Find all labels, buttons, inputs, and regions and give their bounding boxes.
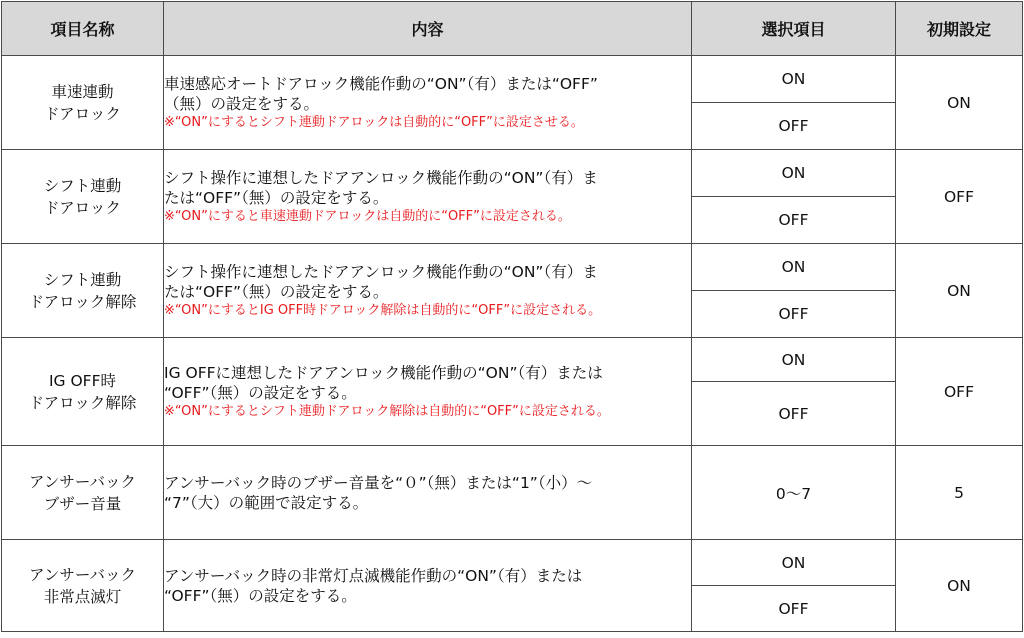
description-cell <box>164 338 692 446</box>
header-item-name: 項目名称 <box>2 2 164 56</box>
item-name-line: 車速連動 <box>51 82 114 101</box>
header-row <box>2 2 1023 56</box>
warning-note: ※“ON”にするとIG OFF時ドアロック解除は自動的に“OFF”に設定される。 <box>164 303 602 318</box>
item-name-line: シフト連動 <box>43 270 122 289</box>
option-cell: OFF <box>692 103 896 150</box>
description-line: IG OFFに連想したドアアンロック機能作動の“ON”（有）または <box>164 364 603 382</box>
description-line: アンサーバック時の非常灯点滅機能作動の“ON”（有）または <box>164 566 583 585</box>
item-name-line: IG OFF時 <box>48 371 117 390</box>
header-content: 内容 <box>164 2 692 56</box>
option-cell: ON <box>692 150 896 197</box>
option-cell: 0～7 <box>692 446 896 540</box>
description-line: （無）の設定をする。 <box>164 95 320 113</box>
item-name-line: 非常点滅灯 <box>43 587 122 606</box>
option-cell: ON <box>692 56 896 103</box>
table-row <box>2 150 1023 197</box>
description-cell <box>164 540 692 632</box>
description-line: たは“OFF”（無）の設定をする。 <box>164 283 389 301</box>
table-row <box>2 56 1023 103</box>
initial-value-cell: ON <box>896 540 1023 632</box>
item-name-cell <box>2 540 164 632</box>
item-name-line: シフト連動 <box>43 176 122 195</box>
item-name-line: ドアロック <box>44 198 121 217</box>
item-name-cell <box>2 244 164 338</box>
description-line: “OFF”（無）の設定をする。 <box>164 384 357 402</box>
item-name-line: ドアロック解除 <box>28 393 137 412</box>
option-cell: OFF <box>692 382 896 446</box>
item-name-cell <box>2 338 164 446</box>
initial-value-cell: ON <box>896 244 1023 338</box>
warning-note: ※“ON”にするとシフト連動ドアロック解除は自動的に“OFF”に設定される。 <box>164 404 610 419</box>
option-cell: OFF <box>692 291 896 338</box>
description-cell <box>164 446 692 540</box>
header-initial: 初期設定 <box>896 2 1023 56</box>
initial-value-cell: OFF <box>896 150 1023 244</box>
description-line: アンサーバック時のブザー音量を“０”（無）または“1”（小）～ <box>164 473 593 492</box>
table-row <box>2 446 1023 540</box>
table-row <box>2 338 1023 382</box>
item-name-line: ドアロック <box>44 104 121 123</box>
settings-table <box>1 1 1023 632</box>
description-line: シフト操作に連想したドアアンロック機能作動の“ON”（有）ま <box>164 263 598 281</box>
description-line: “OFF”（無）の設定をする。 <box>164 586 357 605</box>
item-name-line: ブザー音量 <box>43 494 122 513</box>
item-name-line: アンサーバック <box>28 565 137 584</box>
item-name-cell <box>2 56 164 150</box>
table-row <box>2 540 1023 586</box>
warning-note: ※“ON”にするとシフト連動ドアロックは自動的に“OFF”に設定させる。 <box>164 115 584 130</box>
description-cell <box>164 244 692 338</box>
option-cell: OFF <box>692 586 896 632</box>
initial-value-cell: OFF <box>896 338 1023 446</box>
item-name-cell <box>2 150 164 244</box>
item-name-cell <box>2 446 164 540</box>
description-cell <box>164 56 692 150</box>
description-line: “7”（大）の範囲で設定する。 <box>164 493 369 512</box>
table-row <box>2 244 1023 291</box>
header-options: 選択項目 <box>692 2 896 56</box>
item-name-line: アンサーバック <box>28 472 137 491</box>
option-cell: ON <box>692 540 896 586</box>
description-line: たは“OFF”（無）の設定をする。 <box>164 189 389 207</box>
item-name-line: ドアロック解除 <box>28 292 137 311</box>
initial-value-cell: ON <box>896 56 1023 150</box>
option-cell: ON <box>692 338 896 382</box>
option-cell: ON <box>692 244 896 291</box>
warning-note: ※“ON”にすると車速連動ドアロックは自動的に“OFF”に設定される。 <box>164 209 571 224</box>
description-line: 車速感応オートドアロック機能作動の“ON”（有）または“OFF” <box>164 75 598 93</box>
initial-value-cell: 5 <box>896 446 1023 540</box>
description-line: シフト操作に連想したドアアンロック機能作動の“ON”（有）ま <box>164 169 598 187</box>
option-cell: OFF <box>692 197 896 244</box>
description-cell <box>164 150 692 244</box>
